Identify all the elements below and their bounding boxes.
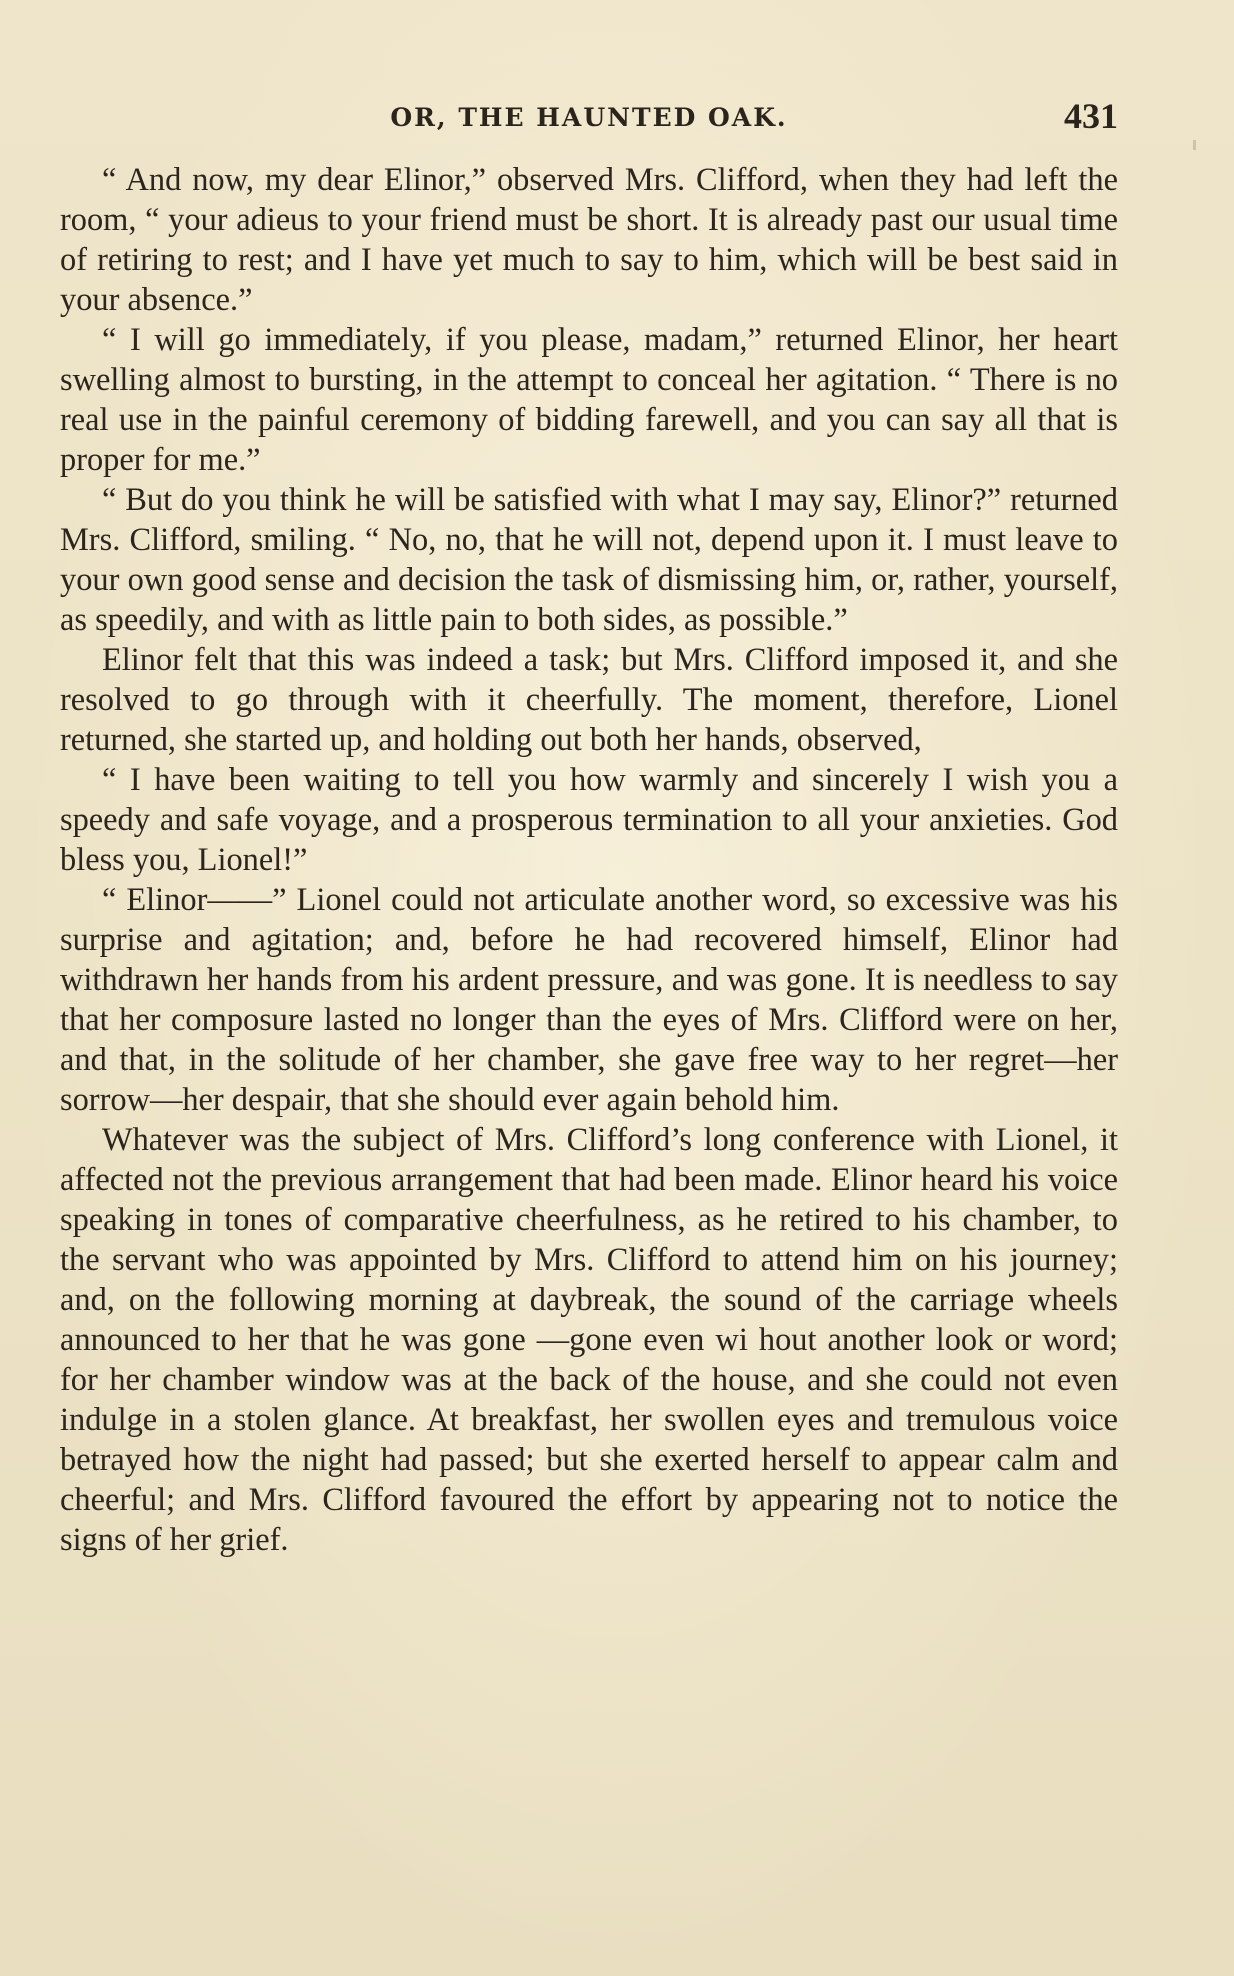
page-header xyxy=(60,95,1118,143)
paragraph: “ And now, my dear Elinor,” observed Mrs. Clifford, when they had left the room, “ your adieus to your friend must be short. It is already past our usual time of retiring to rest; and I have yet much to say to him, which will be best said in your absence.” xyxy=(60,162,1118,318)
page-number: 431 xyxy=(1064,96,1118,136)
paragraph: “ Elinor——” Lionel could not articulate another word, so excessive was his surprise and agitation; and, before he had recovered himself, Elinor had withdrawn her hands from his ardent pressure, and was gone. It is needless to say that her composure lasted no longer than the eyes of Mrs. Clifford were on her, and that, in the solitude of her chamber, she gave free way to her regret—her sorrow—her despair, that she should ever again behold him. xyxy=(60,882,1118,1118)
paragraph: “ I have been waiting to tell you how warmly and sincerely I wish you a speedy and safe voyage, and a prosperous termination to all your anxieties. God bless you, Lionel!” xyxy=(60,762,1118,878)
print-mark xyxy=(1193,140,1196,150)
paragraph: “ I will go immediately, if you please, madam,” returned Elinor, her heart swelling almost to bursting, in the attempt to conceal her agitation. “ There is no real use in the painful ceremony of bidding farewell, and you can say all that is proper for me.” xyxy=(60,322,1118,478)
paragraph: Elinor felt that this was indeed a task; but Mrs. Clifford imposed it, and she resolved to go through with it cheerfully. The moment, therefore, Lionel returned, she started up, and holding out both her hands, observed, xyxy=(60,642,1118,758)
paragraph: “ But do you think he will be satisfied with what I may say, Elinor?” returned Mrs. Clifford, smiling. “ No, no, that he will not, depend upon it. I must leave to your own good sense and decision the task of dismissing him, or, rather, yourself, as speedily, and with as little pain to both sides, as possible.” xyxy=(60,482,1118,638)
paragraph: Whatever was the subject of Mrs. Clifford’s long conference with Lionel, it affected not the previous arrangement that had been made. Elinor heard his voice speaking in tones of comparative cheerfulness, as he retired to his chamber, to the servant who was appointed by Mrs. Clifford to attend him on his journey; and, on the following morning at daybreak, the sound of the carriage wheels announced to her that he was gone —gone even wi hout another look or word; for her chamber window was at the back of the house, and she could not even indulge in a stolen glance. At breakfast, her swollen eyes and tremulous voice betrayed how the night had passed; but she exerted herself to appear calm and cheerful; and Mrs. Clifford favoured the effort by appearing not to notice the signs of her grief. xyxy=(60,1122,1118,1558)
body-text xyxy=(60,160,1118,1560)
running-title: OR, THE HAUNTED OAK. xyxy=(390,103,788,132)
